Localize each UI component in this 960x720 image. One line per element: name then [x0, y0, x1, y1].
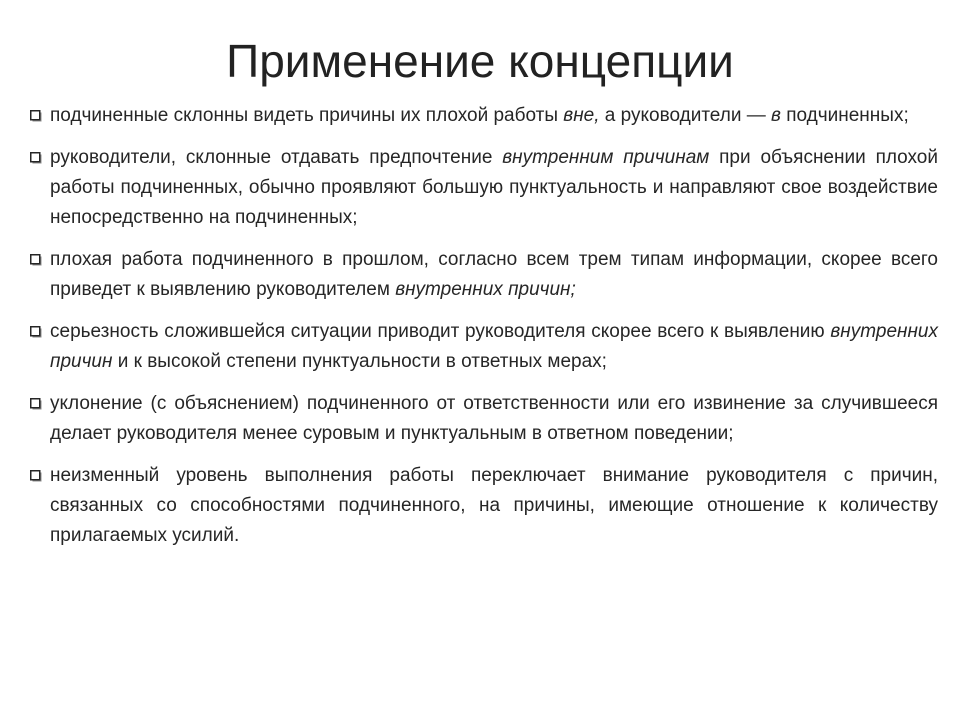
bullet-text-italic: в: [771, 105, 781, 126]
bullet-text: при объяснении плохой работы подчиненных, обычно проявляют большую пунктуальность и направляют свое воздействие непосредственно на подчиненных;: [50, 147, 938, 228]
bullet-item: [30, 317, 938, 377]
bullet-text: а руководители —: [599, 105, 771, 126]
bullet-item: [30, 143, 938, 233]
bullet-text-italic: вне,: [563, 105, 600, 126]
bullet-text: уклонение (с объяснением) подчиненного от ответственности или его извинение за случившееся делает руководителя менее суровым и пунктуальным в ответном поведении;: [50, 393, 938, 444]
bullet-text: плохая работа подчиненного в прошлом, согласно всем трем типам информации, скорее всего приведет к выявлению руководителем: [50, 249, 938, 300]
hollow-square-shadow-icon: [30, 326, 43, 339]
hollow-square-shadow-icon: [30, 470, 43, 483]
bullet-text: подчиненных;: [780, 105, 909, 126]
bullet-text: неизменный уровень выполнения работы переключает внимание руководителя с причин, связанных со способностями подчиненного, на причины, имеющие отношение к количеству прилагаемых усилий.: [50, 465, 938, 546]
bullet-text-italic: внутренним причинам: [502, 147, 710, 168]
bullet-item: [30, 245, 938, 305]
hollow-square-shadow-icon: [30, 152, 43, 165]
hollow-square-shadow-icon: [30, 398, 43, 411]
bullet-text: и к высокой степени пунктуальности в ответных мерах;: [112, 351, 607, 372]
bullet-text: подчиненные склонны видеть причины их плохой работы: [50, 105, 564, 126]
slide-title: Применение концепции: [226, 35, 734, 87]
bullet-text: руководители, склонные отдавать предпочтение: [50, 147, 503, 168]
hollow-square-shadow-icon: [30, 254, 43, 267]
bullet-list: [30, 101, 938, 563]
bullet-item: [30, 461, 938, 551]
bullet-item: [30, 101, 938, 131]
bullet-text-italic: внутренних причин: [50, 321, 938, 372]
bullet-item: [30, 389, 938, 449]
bullet-text: серьезность сложившейся ситуации приводит руководителя скорее всего к выявлению: [50, 321, 831, 342]
bullet-text-italic: внутренних причин;: [395, 279, 576, 300]
hollow-square-shadow-icon: [30, 110, 43, 123]
